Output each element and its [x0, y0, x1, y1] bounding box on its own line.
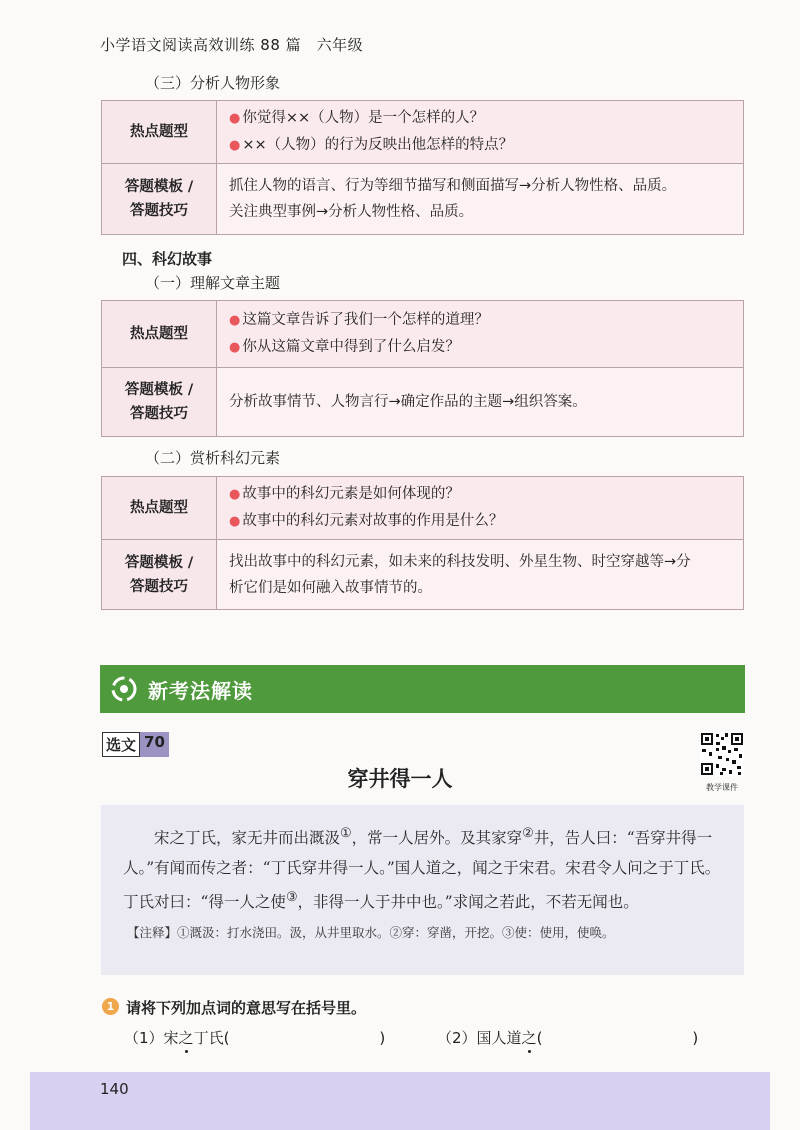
bullet-icon: ●: [229, 138, 241, 153]
bullet-icon: ●: [229, 487, 241, 502]
dotted-word: 之: [521, 1029, 537, 1047]
answer-template-label: 答题模板 / 答题技巧: [102, 164, 217, 235]
question-item: ● ××（人物）的行为反映出他怎样的特点？: [229, 137, 514, 153]
qr-caption: 教学课件: [706, 783, 738, 792]
answer-template: 分析故事情节、人物言行→确定作品的主题→组织答案。: [217, 368, 744, 437]
answer-blank-2[interactable]: （2）国人道之( ): [437, 1029, 699, 1047]
question-item: ● 你觉得××（人物）是一个怎样的人？: [229, 110, 485, 126]
question-item: ● 这篇文章告诉了我们一个怎样的道理？: [229, 312, 489, 328]
bullet-icon: ●: [229, 111, 241, 126]
book-header: 小学语文阅读高效训练 88 篇 六年级: [100, 36, 364, 54]
section-subtitle: （一）理解文章主题: [145, 274, 281, 292]
answer-template-label: 答题模板 / 答题技巧: [102, 540, 217, 610]
passage-notes: 【注释】①溉汲：打水浇田。汲，从井里取水。②穿：穿凿，开挖。③使：使用，使唤。: [127, 925, 615, 941]
selection-label: 选文 70: [102, 732, 169, 757]
passage-text: 宋之丁氏，家无井而出溉汲①，常一人居外。及其家穿②井，告人曰：“吾穿井得一人。”有闻而传之者：“丁氏穿井得一人。”国人道之，闻之于宋君。宋君令人问之于丁氏。丁氏对曰：“得一人之使③，非得一人于井中也。”求闻之若此，不若无闻也。: [123, 826, 721, 912]
qr-code-icon: [700, 732, 744, 776]
question-list: [217, 301, 744, 368]
passage-title: 穿井得一人: [347, 766, 453, 791]
page-number: 140: [100, 1080, 129, 1098]
selection-number: 70: [140, 732, 169, 757]
tip-table: [101, 476, 744, 610]
passage-box: [101, 805, 744, 975]
question-list: [217, 477, 744, 540]
bullet-icon: ●: [229, 514, 241, 529]
section-subtitle: （二）赏析科幻元素: [145, 449, 281, 467]
dotted-word: 之: [178, 1029, 194, 1047]
part-heading: 四、科幻故事: [122, 250, 213, 268]
question-type-label: 热点题型: [102, 301, 217, 368]
answer-blank-1[interactable]: （1）宋之丁氏( ): [124, 1029, 386, 1047]
question-item: ● 故事中的科幻元素是如何体现的？: [229, 486, 460, 502]
bullet-icon: ●: [229, 313, 241, 328]
question-number-badge: 1: [102, 998, 119, 1015]
question-list: [217, 101, 744, 164]
question-item: ● 你从这篇文章中得到了什么启发？: [229, 339, 460, 355]
section-subtitle: （三）分析人物形象: [145, 74, 281, 92]
question-prompt: 请将下列加点词的意思写在括号里。: [126, 999, 367, 1017]
answer-template: 找出故事中的科幻元素，如未来的科技发明、外星生物、时空穿越等→分 析它们是如何融入故事情节的。: [217, 540, 744, 610]
section-banner: [100, 665, 745, 713]
qr-code[interactable]: [700, 732, 744, 793]
answer-template: 抓住人物的语言、行为等细节描写和侧面描写→分析人物性格、品质。 关注典型事例→分析人物性格、品质。: [217, 164, 744, 235]
leaf-circle-icon: [100, 665, 148, 713]
question-type-label: 热点题型: [102, 477, 217, 540]
answer-template-label: 答题模板 / 答题技巧: [102, 368, 217, 437]
bullet-icon: ●: [229, 340, 241, 355]
tip-table: [101, 100, 744, 235]
question-item: ● 故事中的科幻元素对故事的作用是什么？: [229, 513, 504, 529]
tip-table: [101, 300, 744, 437]
question-type-label: 热点题型: [102, 101, 217, 164]
footer-band: [30, 1072, 770, 1130]
banner-title: 新考法解读: [148, 678, 253, 703]
